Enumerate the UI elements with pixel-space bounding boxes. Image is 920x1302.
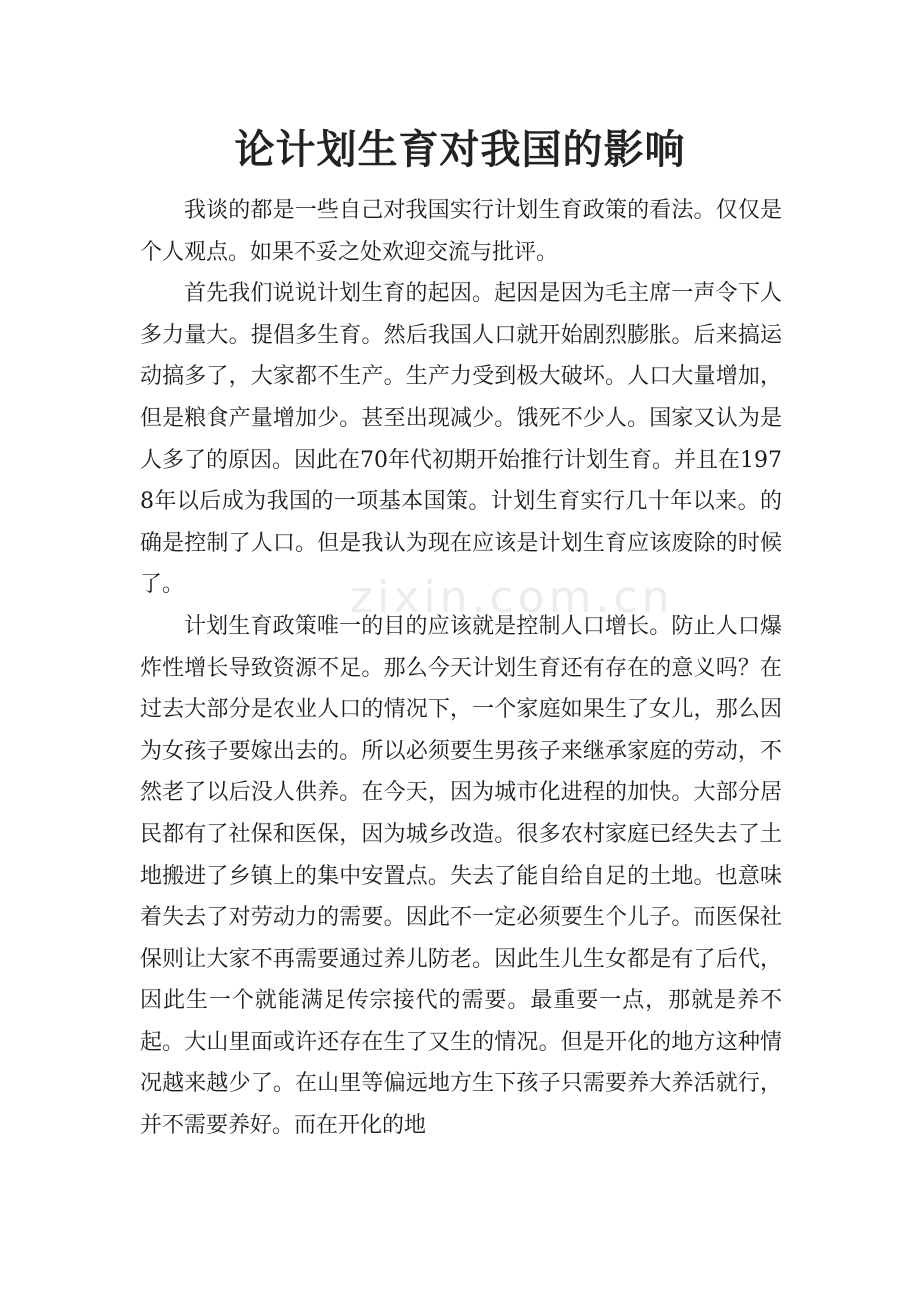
- paragraph-intro: 我谈的都是一些自己对我国实行计划生育政策的看法。仅仅是个人观点。如果不妥之处欢迎交流与批评。: [140, 198, 782, 265]
- document-title: 论计划生育对我国的影响: [234, 127, 686, 173]
- paragraph-origin: 首先我们说说计划生育的起因。起因是因为毛主席一声令下人多力量大。提倡多生育。然后我国人口就开始剧烈膨胀。后来搞运动搞多了，大家都不生产。生产力受到极大破坏。人口大量增加，但是粮食产量增加少。甚至出现减少。饿死不少人。国家又认为是人多了的原因。因此在70年代初期开始推行计划生育。并且在1978年以后成为我国的一项基本国策。计划生育实行几十年以来。的确是控制了人口。但是我认为现在应该是计划生育应该废除的时候了。: [140, 281, 782, 598]
- watermark: zixin.com.cn: [350, 572, 674, 623]
- paragraph-purpose: 计划生育政策唯一的目的应该就是控制人口增长。防止人口爆炸性增长导致资源不足。那么今天计划生育还有存在的意义吗？在过去大部分是农业人口的情况下，一个家庭如果生了女儿，那么因为女孩子要嫁出去的。所以必须要生男孩子来继承家庭的劳动，不然老了以后没人供养。在今天，因为城市化进程的加快。大部分居民都有了社保和医保，因为城乡改造。很多农村家庭已经失去了土地搬进了乡镇上的集中安置点。失去了能自给自足的土地。也意味着失去了对劳动力的需要。因此不一定必须要生个儿子。而医保社保则让大家不再需要通过养儿防老。因此生儿生女都是有了后代，因此生一个就能满足传宗接代的需要。最重要一点，那就是养不起。大山里面或许还存在生了又生的情况。但是开化的地方这种情况越来越少了。在山里等偏远地方生下孩子只需要养大养活就行，并不需要养好。而在开化的地: [140, 613, 782, 1139]
- document-body: [140, 190, 782, 1147]
